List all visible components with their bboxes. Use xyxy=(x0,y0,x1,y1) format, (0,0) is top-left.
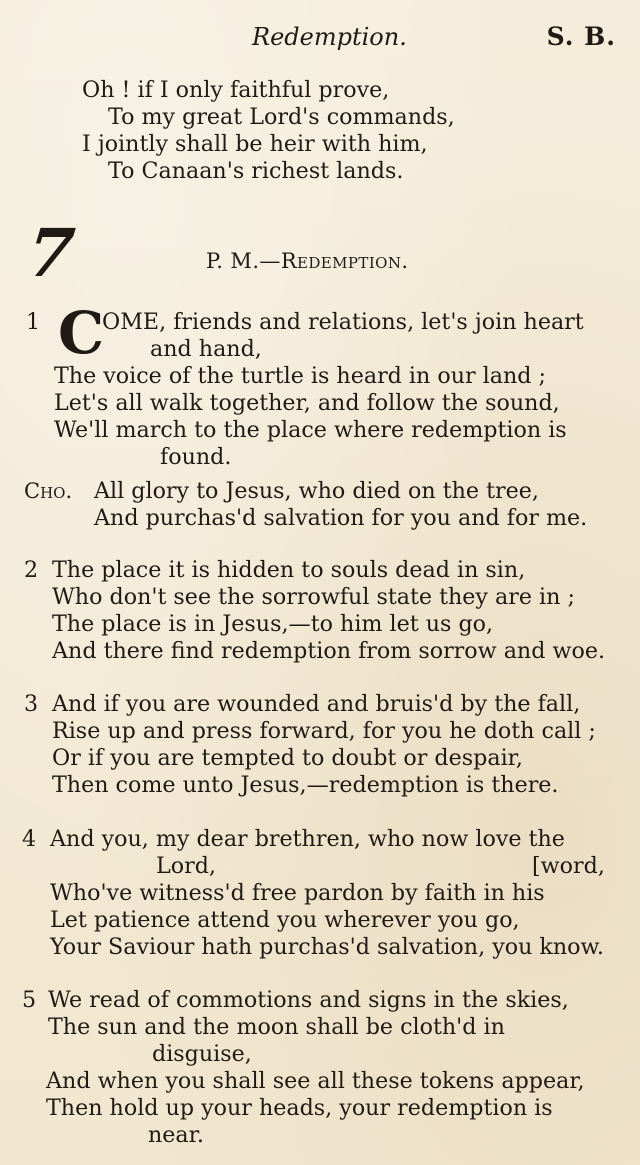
hymn-meter: P. M.— xyxy=(206,249,281,273)
verse-line: near. xyxy=(148,1122,204,1148)
page-mark: S. B. xyxy=(546,22,616,51)
stanza-line: I jointly shall be heir with him, xyxy=(82,131,428,157)
verse-line: The sun and the moon shall be cloth'd in xyxy=(48,1014,505,1040)
verse-number: 3 xyxy=(24,691,39,717)
verse-line: The place is in Jesus,—to him let us go, xyxy=(52,611,494,637)
verse-line: Who don't see the sorrowful state they are in ; xyxy=(52,584,575,610)
verse-line: The place it is hidden to souls dead in sin, xyxy=(52,557,526,583)
verse-line: And when you shall see all these tokens appear, xyxy=(46,1068,585,1094)
stanza-line: To my great Lord's commands, xyxy=(108,104,455,130)
running-title: Redemption. xyxy=(252,23,407,51)
verse-number: 1 xyxy=(26,309,41,335)
verse-line: Who've witness'd free pardon by faith in his xyxy=(50,880,545,906)
drop-cap: C xyxy=(58,299,105,367)
verse-line: And there find redemption from sorrow and woe. xyxy=(52,638,605,664)
hymn-number: 7 xyxy=(23,214,79,292)
verse-line: and hand, xyxy=(150,336,262,362)
verse-number: 5 xyxy=(22,987,37,1013)
running-header xyxy=(0,20,640,54)
verse-line: We read of commotions and signs in the skies, xyxy=(48,987,569,1013)
verse-number: 4 xyxy=(22,826,37,852)
hymn-title-initial: R xyxy=(280,249,298,273)
verse-line: found. xyxy=(160,444,232,470)
verse-line: And if you are wounded and bruis'd by the fall, xyxy=(52,691,581,717)
hymn-heading xyxy=(206,248,408,275)
verse-line: We'll march to the place where redemption is xyxy=(54,417,567,443)
verse-line: Or if you are tempted to doubt or despair, xyxy=(52,745,523,771)
verse-line: The voice of the turtle is heard in our land ; xyxy=(54,363,547,389)
stanza-line: To Canaan's richest lands. xyxy=(108,158,404,184)
verse-line: Your Saviour hath purchas'd salvation, you know. xyxy=(50,934,604,960)
verse-line: Rise up and press forward, for you he doth call ; xyxy=(52,718,596,744)
verse-number: 2 xyxy=(24,557,39,583)
verse-line: OME, friends and relations, let's join heart xyxy=(102,309,584,335)
stanza-line: Oh ! if I only faithful prove, xyxy=(82,77,390,103)
verse-line: Then come unto Jesus,—redemption is there. xyxy=(52,772,559,798)
verse-line: Let's all walk together, and follow the sound, xyxy=(54,390,560,416)
hymn-title-rest: edemption. xyxy=(297,249,409,273)
verse-line: Then hold up your heads, your redemption is xyxy=(46,1095,553,1121)
chorus-line: And purchas'd salvation for you and for me. xyxy=(94,505,588,531)
chorus-line: All glory to Jesus, who died on the tree, xyxy=(94,478,539,504)
verse-line: Lord, xyxy=(156,853,216,879)
verse-line: And you, my dear brethren, who now love the xyxy=(50,826,565,852)
verse-line: [word, xyxy=(532,853,605,879)
verse-line: Let patience attend you wherever you go, xyxy=(50,907,520,933)
verse-line: disguise, xyxy=(152,1041,252,1067)
chorus-label: Cho. xyxy=(24,479,73,503)
